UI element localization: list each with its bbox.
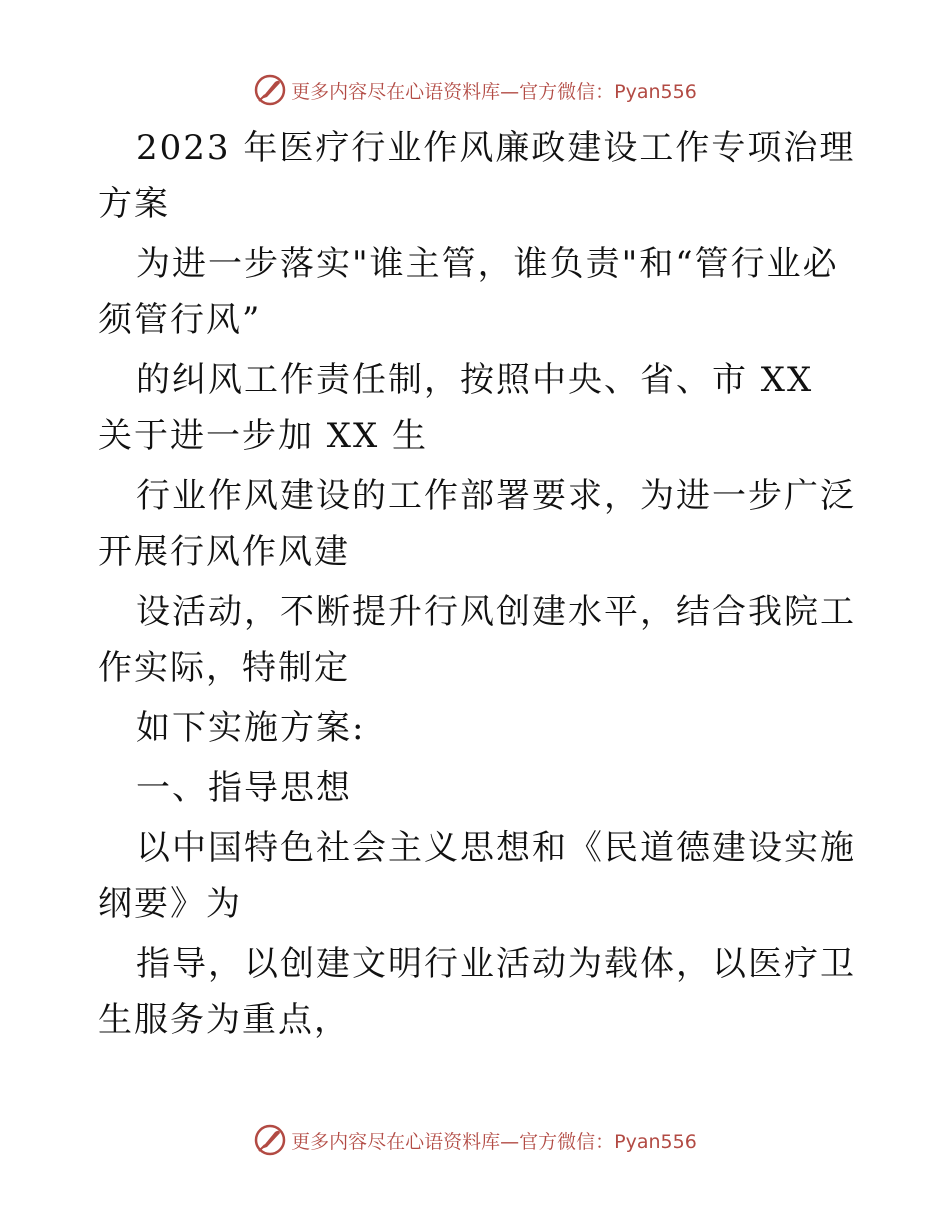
feather-pen-logo-icon bbox=[253, 73, 287, 107]
paragraph: 指导，以创建文明行业活动为载体，以医疗卫生服务为重点， bbox=[98, 944, 856, 1040]
feather-pen-logo-icon bbox=[253, 1123, 287, 1157]
footer-banner bbox=[0, 1120, 950, 1160]
document-title: 2023 年医疗行业作风廉政建设工作专项治理方案 bbox=[98, 128, 856, 224]
paragraph: 为进一步落实"谁主管，谁负责"和“管行业必须管行风” bbox=[98, 244, 839, 340]
section-heading: 一、指导思想 bbox=[136, 768, 352, 808]
paragraph: 如下实施方案: bbox=[136, 708, 366, 748]
paragraph: 的纠风工作责任制，按照中央、省、市 XX 关于进一步加 XX 生 bbox=[98, 360, 814, 456]
document-body bbox=[98, 120, 858, 1052]
paragraph: 以中国特色社会主义思想和《民道德建设实施纲要》为 bbox=[98, 828, 856, 924]
paragraph: 设活动，不断提升行风创建水平，结合我院工作实际，特制定 bbox=[98, 592, 856, 688]
paragraph: 行业作风建设的工作部署要求，为进一步广泛开展行风作风建 bbox=[98, 476, 856, 572]
footer-banner-text: 更多内容尽在心语资料库—官方微信：Pyan556 bbox=[291, 1130, 697, 1153]
header-banner-text: 更多内容尽在心语资料库—官方微信：Pyan556 bbox=[291, 80, 697, 103]
header-banner bbox=[0, 70, 950, 110]
